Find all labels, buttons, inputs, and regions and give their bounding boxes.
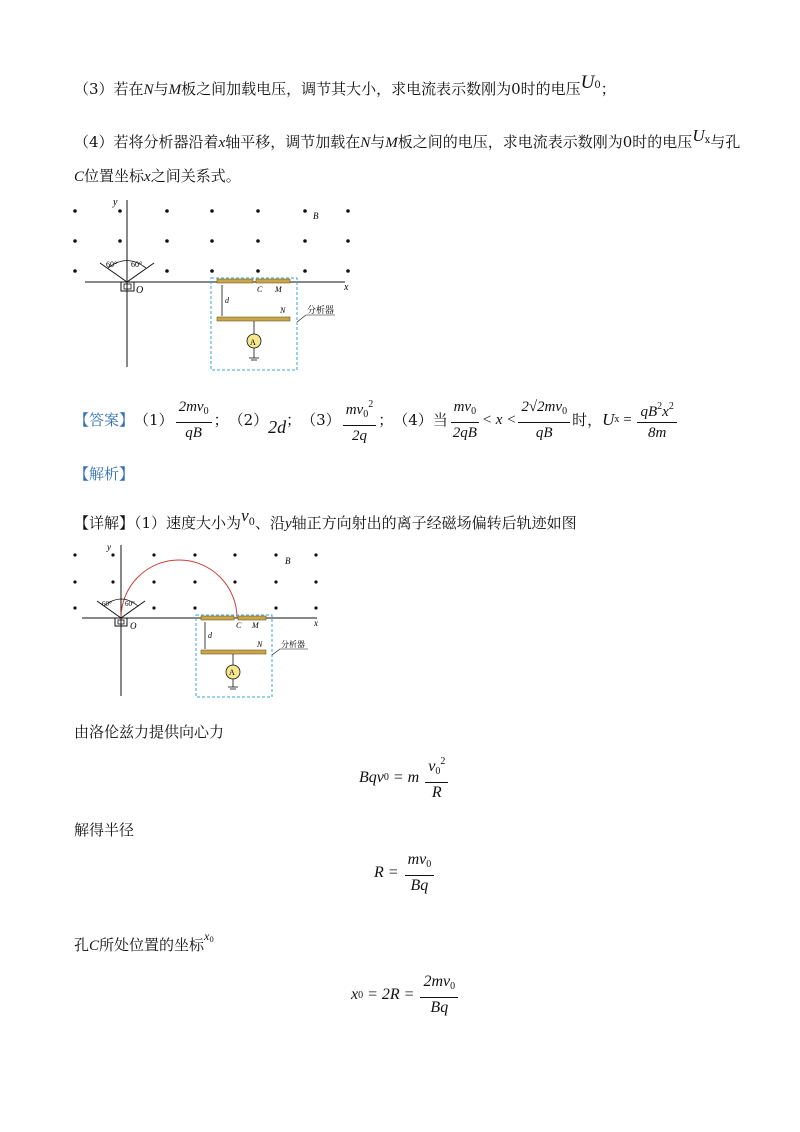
equation-3: x 0 = 2R = $\frac{2mv_0}{Bq}$	[351, 972, 460, 1018]
hole-c-label: C	[236, 621, 242, 630]
b-field-label: B	[285, 556, 291, 566]
equation-1-fraction: $\frac{v_0^2}{R}$	[425, 752, 448, 803]
analyzer-leader	[297, 315, 306, 322]
question-3: （3）若在N与M板之间加载电压，调节其大小，求电流表示数刚为0时的电压$U^0$；	[74, 72, 616, 98]
plate-m-label: M	[252, 621, 259, 630]
answer-3-fraction: $\frac{mv_0^2}{2q}$	[343, 395, 377, 446]
radius-text: 解得半径	[74, 821, 135, 839]
plate-left	[201, 616, 234, 620]
figure-1-diagram	[70, 195, 360, 375]
question-4-line2: C位置坐标x之间关系式。	[74, 167, 241, 185]
equation-2: R = $\frac{mv_0}{Bq}$	[374, 850, 436, 896]
plate-n	[201, 650, 266, 654]
hole-position-text: 孔C所处位置的坐标$^{x0}$	[74, 929, 214, 954]
x-axis-label: x	[344, 282, 349, 293]
plate-left	[217, 279, 253, 283]
angle-left-label: 60°	[102, 600, 112, 608]
angle-right-label: 60°	[125, 600, 135, 608]
answer-1-fraction: $\frac{2mv_0}{qB}$	[176, 397, 212, 443]
answer-4-left-fraction: $\frac{mv_0}{2qB}$	[450, 397, 480, 443]
angle-left-label: 60°	[106, 260, 118, 269]
plate-m-label: M	[275, 285, 282, 294]
origin-label: O	[130, 621, 137, 631]
angle-right-label: 60°	[131, 260, 143, 269]
origin-label: O	[136, 285, 144, 296]
detail-line: 【详解】（1）速度大小为$v^0$、沿y轴正方向射出的离子经磁场偏转后轨迹如图	[74, 506, 577, 532]
analyzer-leader	[272, 649, 280, 655]
equation-1: Bqv 0 = m $\frac{v_0^2}{R}$	[359, 752, 450, 803]
answer-line: 【答案】 （1） $\frac{2mv_0}{qB}$ ； （2） 2d ； （3） $\frac{mv_0^2}{2q}$ ； （4）当 $\frac{mv_0}{2qB}$ < x < $\frac{2√2mv_0}{qB}$ 时， U x = $\frac{qB^2x^2}{8m}$	[74, 398, 679, 442]
distance-d-label: d	[225, 296, 229, 305]
plate-n	[217, 317, 290, 321]
y-axis-label: y	[113, 197, 118, 208]
analyzer-box	[196, 615, 272, 697]
distance-d-label: d	[208, 631, 212, 640]
equation-2-fraction: $\frac{mv_0}{Bq}$	[405, 850, 435, 896]
lorentz-text: 由洛伦兹力提供向心力	[74, 723, 225, 741]
plate-m	[256, 279, 290, 283]
answer-4-result-fraction: $\frac{qB^2x^2}{8m}$	[637, 397, 676, 443]
hole-c-label: C	[257, 285, 263, 294]
ion-trajectory	[121, 560, 237, 618]
plate-n-label: N	[280, 306, 286, 315]
question-4: （4）若将分析器沿着x轴平移，调节加载在N与M板之间的电压，求电流表示数刚为0时的电压$U^x$与孔	[74, 126, 741, 151]
x-axis-label: x	[314, 618, 318, 628]
ammeter-label: A	[250, 338, 256, 347]
y-axis-label: y	[107, 542, 111, 552]
analysis-heading: 【解析】	[74, 465, 135, 483]
figure-2-diagram	[70, 540, 330, 700]
analyzer-label: 分析器	[281, 640, 305, 649]
ammeter-label: A	[229, 668, 235, 677]
plate-m	[238, 616, 266, 620]
analyzer-label: 分析器	[307, 305, 335, 315]
b-field-label: B	[313, 211, 319, 221]
answer-4-right-fraction: $\frac{2√2mv_0}{qB}$	[518, 397, 570, 443]
equation-3-fraction: $\frac{2mv_0}{Bq}$	[420, 972, 458, 1018]
plate-n-label: N	[257, 640, 263, 649]
